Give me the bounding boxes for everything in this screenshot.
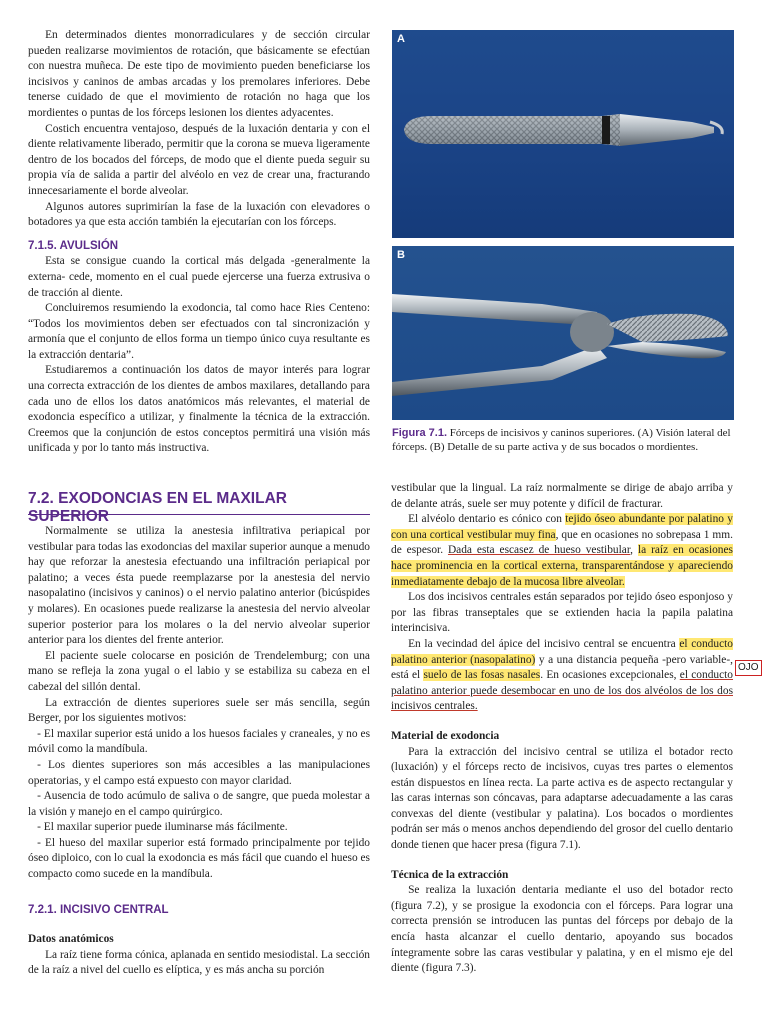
paragraph-apice: En la vecindad del ápice del incisivo central se encuentra el conducto palatino anterior (nasopalatino) y a una distancia pequeña -pero variable-, está el suelo de las fosas nasales. En ocasiones excepcionales, el conducto palatino anterior puede desembocar en uno de los dos alvéolos de los dos incisivos centrales. — [391, 637, 733, 713]
underline: Dada esta escasez de hueso vestibular — [447, 544, 631, 557]
paragraph: Algunos autores suprimirían la fase de la luxación con elevadores o botadores ya que esta acción también la ejecutarían con los fórceps. — [28, 200, 370, 229]
margin-note-ojo: OJO — [735, 660, 762, 676]
forceps-side-view-image — [392, 30, 734, 238]
paragraph: El paciente suele colocarse en posición de Trendelemburg; con una mano se refleja la zona yugal o el labio y se estabiliza su cabeza en el cabezal del sillón dental. — [28, 649, 370, 693]
section-title-avulsion: 7.1.5. AVULSIÓN — [28, 239, 119, 252]
figure-panel-a — [392, 30, 734, 238]
right-column — [391, 481, 733, 977]
subhead-datos-anatomicos: Datos anatómicos — [28, 933, 114, 946]
forceps-tip-detail-image — [392, 246, 734, 420]
list-item: - El hueso del maxilar superior está formado principalmente por tejido óseo diploico, con lo cual la exodoncia es más fácil que cuando el hueso es compacto como sucede en la mandíbula. — [28, 836, 370, 881]
figure-caption-text: Fórceps de incisivos y caninos superiores. (A) Visión lateral del fórceps. (B) Detalle de su parte activa y de sus bocados o mordientes. — [392, 427, 731, 453]
highlight: suelo de las fosas nasales — [423, 669, 541, 682]
subhead-tecnica: Técnica de la extracción — [391, 868, 509, 881]
heading-rule — [28, 514, 370, 515]
left-column-top — [28, 28, 370, 457]
figure-caption — [392, 426, 734, 454]
figure-panel-b — [392, 246, 734, 420]
paragraph: Esta se consigue cuando la cortical más delgada -generalmente la externa- cede, momento en el cual puede ejercerse una fuerza extrusiva o de tracción al diente. — [28, 255, 370, 299]
paragraph: La raíz tiene forma cónica, aplanada en sentido mesiodistal. La sección de la raíz a nivel del cuello es elíptica, y es más ancha su porción — [28, 948, 370, 977]
paragraph: Estudiaremos a continuación los datos de mayor interés para lograr una correcta extracción de los dientes de ambos maxilares, detallando para cada uno de ellos los datos anatómicos más relevantes, el material de exodoncia específico a utilizar, y finalmente la técnica de la extracción. Creemos que la conjunción de estos conceptos permitirá una visión más unificada y por lo tanto más instructiva. — [28, 364, 370, 455]
paragraph: Para la extracción del incisivo central se utiliza el botador recto (luxación) y el fórceps recto de incisivos, cuyas tres partes o elementos están dispuestos en línea recta. La parte activa es de aspecto rectangular y las caras internas son cóncavas, para adaptarse adecuadamente a las caras convexas del diente (vestibular y palatina). Los bocados o mordientes podrán ser más o menos anchos dependiendo del grosor del cuello dentario donde tienen que hacer presa (figura 7.1). — [391, 745, 733, 852]
paragraph: Se realiza la luxación dentaria mediante el uso del botador recto (figura 7.2), y se prosigue la exodoncia con el fórceps. Para lograr una correcta prensión se introducen las puntas del fórceps por debajo de la encía hasta alcanzar el cuello dentario, apoyando sus bocados íntegramente sobre las caras vestibular y palatina, y en el mismo eje del diente (figura 7.3). — [391, 884, 733, 975]
paragraph: vestibular que la lingual. La raíz normalmente se dirige de abajo arriba y de delante atrás, suele ser muy potente y difícil de fracturar. — [391, 482, 733, 510]
paragraph: Concluiremos resumiendo la exodoncia, tal como hace Ries Centeno: “Todos los movimientos deben ser efectuados con tal sincronización y armonía que el conjunto de ellos forma un tiempo único cuya resultante es la extracción dentaria”. — [28, 302, 370, 361]
highlight: tejido óseo abundante por palatino y con una cortical vestibular muy fina — [391, 513, 733, 541]
panel-letter-a: A — [397, 33, 405, 45]
paragraph: Costich encuentra ventajoso, después de la luxación dentaria y con el diente relativamente liberado, permitir que la corona se mueva ligeramente dentro de los bocados del fórceps, de modo que el diente pueda seguir su propia vía de salida a partir del alvéolo en vez de crear una, fracturando innecesariamente el borde alveolar. — [28, 122, 370, 197]
paragraph-alveolo: El alvéolo dentario es cónico con tejido óseo abundante por palatino y con una cortical vestibular muy fina, que en ocasiones no sobrepasa 1 mm. de espesor. Dada esta escasez de hueso vestibular, la raíz en ocasiones hace prominencia en la cortical externa, transparentándose y apareciendo inmediatamente debajo de la mucosa libre alveolar. — [391, 513, 733, 588]
figure-label: Figura 7.1. — [392, 427, 448, 439]
list-item: - El maxilar superior puede iluminarse más fácilmente. — [37, 821, 288, 834]
paragraph: La extracción de dientes superiores suele ser más sencilla, según Berger, por los siguientes motivos: — [28, 696, 370, 725]
list-item: - Los dientes superiores son más accesibles a las manipulaciones operatorias, y el campo está expuesto con mayor claridad. — [28, 758, 370, 787]
subhead-material: Material de exodoncia — [391, 729, 500, 742]
panel-letter-b: B — [397, 249, 405, 261]
highlight: la raíz en ocasiones hace prominencia en la cortical externa, transparentándose y apareciendo inmediatamente debajo de la mucosa libre alveolar. — [391, 544, 733, 588]
paragraph: En determinados dientes monorradiculares y de sección circular pueden realizarse movimientos de rotación, que básicamente se efectúan con nuestra muñeca. De este tipo de movimiento pueden beneficiarse los incisivos y caninos de ambas arcadas y los premolares inferiores. Debe tenerse cuidado de que el movimiento de rotación no haga que los mordientes o puntas de los fórceps lesionen los dientes adyacentes. — [28, 29, 370, 119]
paragraph: Los dos incisivos centrales están separados por tejido óseo esponjoso y por las fibras transeptales que se extienden hacia la papila palatina interincisiva. — [391, 591, 733, 635]
list-item: - El maxilar superior está unido a los huesos faciales y craneales, y no es móvil como la mandíbula. — [28, 727, 370, 756]
subsection-title-incisivo-central: 7.2.1. INCISIVO CENTRAL — [28, 903, 169, 916]
list-item: - Ausencia de todo acúmulo de saliva o de sangre, que pueda molestar a la visión y manejo en el campo quirúrgico. — [28, 790, 370, 818]
section-heading-7-2 — [28, 490, 370, 526]
left-column-bottom — [28, 524, 370, 979]
paragraph: Normalmente se utiliza la anestesia infiltrativa periapical por vestibular para todas las exodoncias del maxilar superior aunque a menudo hay que reforzar la anestesia efectuando una infiltración periapical por palatino; a veces ésta puede reemplazarse por la anestesia del nervio nasopalatino (incisivos y caninos) o el nervio palatino anterior (bicúspides y molares). En ocasiones puede realizarse la anestesia del nervio alveolar superior posterior para los molares o la del nervio alveolar superior anterior para los dientes del frente anterior. — [28, 525, 370, 647]
heading-text: 7.2. EXODONCIAS EN EL MAXILAR SUPERIOR — [28, 490, 287, 525]
underline: el conducto palatino anterior puede desembocar en uno de los dos alvéolos de los dos incisivos centrales. — [391, 669, 733, 713]
highlight: el conducto palatino anterior (nasopalatino) — [391, 637, 733, 666]
